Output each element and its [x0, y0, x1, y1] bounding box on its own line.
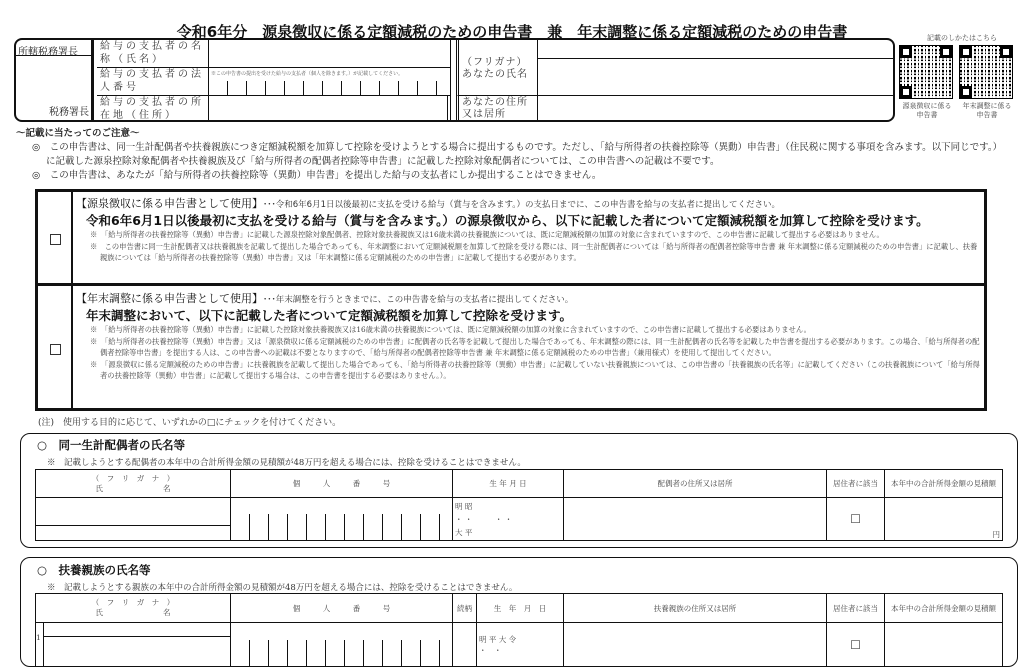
use1-head-note: ･･･令和6年6月1日以後最初に支払を受ける給与（賞与を含みます。）の支払日までに、この申告書を給与の支払者に提出してください。 — [263, 200, 781, 210]
use1-title: 【源泉徴収に係る申告書として使用】 — [76, 197, 263, 210]
dependent-row — [36, 623, 1003, 667]
dependent-number-input[interactable] — [231, 623, 453, 667]
dependent-birth-input[interactable] — [477, 623, 564, 667]
note-item: ◎ この申告書は、あなたが「給与所得者の扶養控除等（異動）申告書」を提出した給与の支払者にしか提出することはできません。 — [32, 170, 602, 181]
form-title: 令和6年分 源泉徴収に係る定額減税のための申告書 兼 年末調整に係る定額減税のための申告書 — [176, 23, 848, 41]
furigana-label: （フリガナ） — [462, 57, 528, 68]
addr-label-2: 又は居所 — [462, 109, 506, 120]
use2-note: ※ 「給与所得者の扶養控除等（異動）申告書」に記載した控除対象扶養親族又は16歳未満の扶養親族については、既に定額減税額の加算の対象に含まれていますので、この申告書に記載して提出する必要はありません。 — [90, 325, 811, 334]
qr-code-withholding[interactable] — [900, 46, 952, 98]
col-name-label: 氏 名 — [95, 483, 171, 493]
dependent-resident-checkbox[interactable]: ☐ — [827, 623, 885, 667]
dependents-section — [20, 557, 1018, 667]
col-name-label: 氏 名 — [95, 608, 171, 617]
col-income: 本年中の合計所得金額の見積額 — [885, 594, 1003, 623]
use-withholding-box — [35, 189, 987, 284]
spouse-note: ※ 記載しようとする配偶者の本年中の合計所得金額の見積額が48万円を超える場合には、控除を受けることはできません。 — [47, 458, 526, 468]
era-top: 明 昭 — [455, 501, 473, 511]
spouse-heading: ○ 同一生計配偶者の氏名等 — [37, 438, 186, 452]
use2-main: 年末調整において、以下に記載した者について定額減税額を加算して控除を受けます。 — [86, 308, 573, 323]
col-resident: 居住者に該当 — [827, 470, 885, 498]
col-birth: 生 年 月 日 — [453, 470, 564, 498]
header-box — [14, 38, 895, 122]
dependents-table — [35, 593, 1003, 667]
qr-caption: 記載のしかたはこちら — [927, 34, 997, 42]
office-suffix-label: 税務署長 — [49, 107, 89, 118]
note-item: ◎ この申告書は、同一生計配偶者や扶養親族につき定額減税額を加算して控除を受けようとする場合に提出するものです。ただし、「給与所得者の扶養控除等（異動）申告書」（住民税に関する事項を含みます。以下同じです。）に記載した源泉控除対象配偶者や扶養親族及び「給与所得者の配偶者控除等申告書」に記載した控除対象配偶者については、この申告書への記載は不要です。 — [32, 142, 1003, 167]
use2-head-note: ･･･年末調整を行うときまでに、この申告書を給与の支払者に提出してください。 — [263, 295, 574, 305]
dependent-relation-input[interactable] — [453, 623, 477, 667]
payer-corp-note: ※この申告書の提出を受けた給与の支払者（個人を除きます。）が記載してください。 — [211, 71, 404, 77]
usage-note: (注) 使用する目的に応じて、いずれかの□にチェックを付けてください。 — [38, 418, 342, 428]
use-withholding-checkbox[interactable] — [50, 234, 61, 245]
dependent-name-input[interactable] — [36, 623, 231, 667]
your-furigana-input[interactable] — [538, 40, 895, 59]
your-name-input[interactable] — [538, 59, 895, 96]
col-furigana-label: （ フ リ ガ ナ ） — [91, 598, 175, 607]
use1-head — [76, 195, 984, 211]
tax-office-cell — [16, 40, 94, 120]
spouse-income-input[interactable]: 円 — [885, 498, 1003, 541]
your-addr-label — [456, 96, 538, 122]
era-bottom: 大 平 — [455, 527, 473, 537]
use2-title: 【年末調整に係る申告書として使用】 — [76, 292, 263, 305]
col-birth: 生 年 月 日 — [477, 594, 564, 623]
your-addr-input[interactable] — [538, 96, 895, 122]
spouse-number-input[interactable] — [231, 498, 453, 541]
col-number: 個 人 番 号 — [231, 594, 453, 623]
date-dots: ・ ・ ・ ・ — [455, 514, 513, 524]
col-resident: 居住者に該当 — [827, 594, 885, 623]
qr-left-label: 源泉徴収に係る申告書 — [902, 102, 952, 119]
qr-right-label: 年末調整に係る申告書 — [962, 102, 1012, 119]
use2-note: ※ 「源泉徴収に係る定額減税のための申告書」に扶養親族を記載して提出した場合であっても、「給与所得者の扶養控除等（異動）申告書」に記載していない扶養親族については、この申告書の「扶養親族の氏名等」に記載してください（この扶養親族について「給与所得者の扶養控除等（異動）申告書」に記載して提出する場合は、この申告書を提出する必要はありません。）。 — [90, 359, 980, 380]
use2-head — [76, 290, 984, 306]
col-number: 個 人 番 号 — [231, 470, 453, 498]
col-furigana-label: （ フ リ ガ ナ ） — [91, 473, 175, 483]
spouse-name-input[interactable] — [36, 498, 231, 541]
notes-section — [16, 127, 1010, 183]
use-year-end-box — [35, 283, 987, 411]
use1-main: 令和6年6月1日以後最初に支払を受ける給与（賞与を含みます。）の源泉徴収から、以下に記載した者について定額減税額を加算して控除を受けます。 — [86, 213, 929, 228]
payer-corp-number-input[interactable] — [209, 68, 451, 96]
payer-addr-input[interactable] — [209, 96, 451, 122]
payer-name-input[interactable] — [209, 40, 451, 68]
spouse-address-input[interactable] — [564, 498, 827, 541]
dependents-heading: ○ 扶養親族の氏名等 — [37, 563, 151, 577]
spouse-birth-input[interactable] — [453, 498, 564, 541]
use1-note: ※ 「給与所得者の扶養控除等（異動）申告書」に記載した源泉控除対象配偶者、控除対象扶養親族又は16歳未満の扶養親族については、既に定額減税額の加算の対象に含まれていますので、この申告書に記載して提出する必要はありません。 — [90, 230, 884, 239]
payer-corp-label: 給与の支払者の法人番号 — [97, 68, 209, 96]
addr-label-1: あなたの住所 — [462, 97, 528, 108]
col-income: 本年中の合計所得金額の見積額 — [885, 470, 1003, 498]
spouse-section — [20, 433, 1018, 548]
use2-note: ※ 「給与所得者の扶養控除等（異動）申告書」又は「源泉徴収に係る定額減税のための申告書」に配偶者の氏名等を記載して提出した場合であっても、年末調整の際には、同一生計配偶者の氏名等を記載した申告書を提出する必要があります。この場合、「給与所得者の配偶者控除等申告書」を提出する人は、この申告書への記載は不要となりますので、「給与所得者の配偶者控除等申告書 兼 年末調整に係る定額減税のための申告書」（兼用様式）を使用して提出してください。 — [90, 336, 980, 357]
qr-code-year-end[interactable] — [960, 46, 1012, 98]
row-number: 1 — [36, 623, 44, 666]
dependent-income-input[interactable] — [885, 623, 1003, 667]
col-relation: 続柄 — [453, 594, 477, 623]
dependents-note: ※ 記載しようとする親族の本年中の合計所得金額の見積額が48万円を超える場合には、控除を受けることはできません。 — [47, 583, 518, 593]
payer-name-label: 給与の支払者の名称（氏名） — [97, 40, 209, 68]
your-name-label — [456, 40, 538, 96]
notes-heading: ～記載に当たってのご注意～ — [16, 128, 140, 139]
col-name — [36, 470, 231, 498]
spouse-table — [35, 469, 1003, 541]
use1-note: ※ この申告書に同一生計配偶者又は扶養親族を記載して提出した場合であっても、年末調整において定額減税額を加算して控除を受ける際には、同一生計配偶者については「給与所得者の配偶者控除等申告書 兼 年末調整に係る定額減税のための申告書」に記載し、扶養親族については「給与所得者の扶養控除等（異動）申告書」又は「年末調整に係る定額減税のための申告書」に記載して提出する必要があります。 — [90, 241, 978, 262]
col-address: 扶養親族の住所又は居所 — [564, 594, 827, 623]
payer-addr-label: 給与の支払者の所在地（住所） — [97, 96, 209, 122]
name-label: あなたの氏名 — [462, 69, 528, 80]
use-year-end-checkbox[interactable] — [50, 344, 61, 355]
dependent-address-input[interactable] — [564, 623, 827, 667]
office-head-label: 所轄税務署長 — [16, 40, 91, 56]
era-labels: 明 平 大 令 — [479, 634, 517, 644]
col-address: 配偶者の住所又は居所 — [564, 470, 827, 498]
col-name — [36, 594, 231, 623]
spouse-resident-checkbox[interactable]: ☐ — [827, 498, 885, 541]
date-dots: ・ ・ — [479, 645, 502, 655]
